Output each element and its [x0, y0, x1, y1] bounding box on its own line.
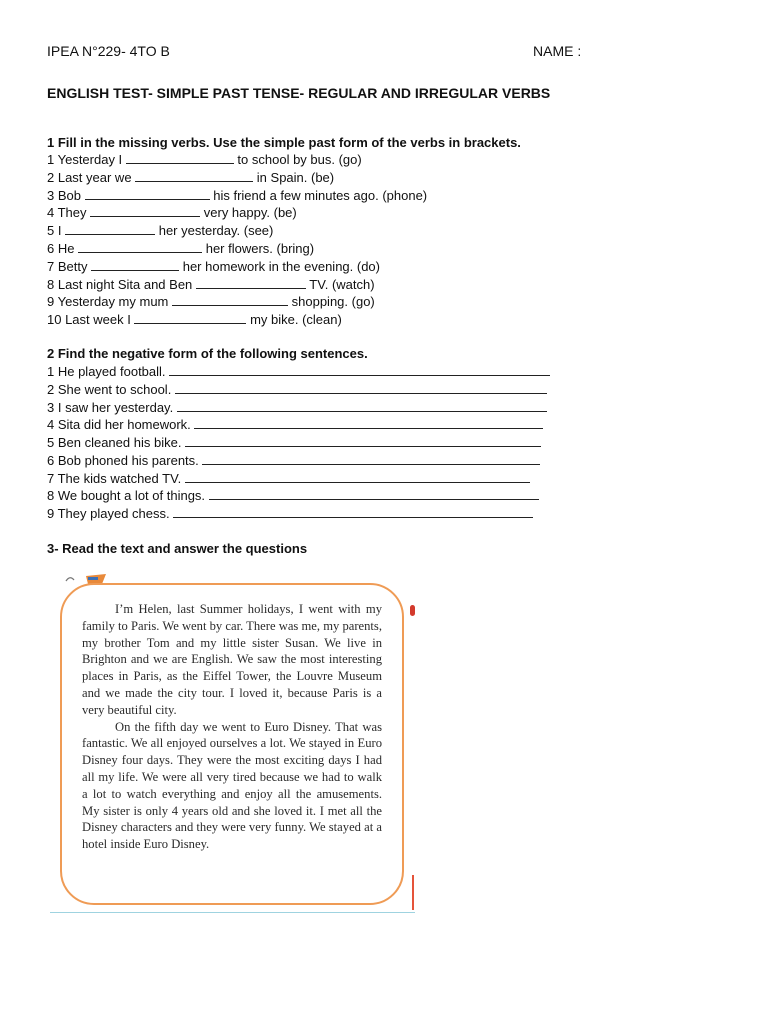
page-title: ENGLISH TEST- SIMPLE PAST TENSE- REGULAR AND IRREGULAR VERBS — [47, 85, 551, 101]
section2-list — [47, 363, 550, 523]
fill-item — [47, 169, 427, 187]
fill-item-text: 5 I — [47, 223, 62, 239]
reading-paragraph: On the fifth day we went to Euro Disney. That was fantastic. We all enjoyed ourselves a lot. We stayed in Euro Disney four days. They were the most exciting days I had all my life. We were all very tired because we had to walk a lot to watch everything and enjoy all the amusements. My sister is only 4 years old and she loved it. I met all the Disney characters and they were very funny. We stayed at a hotel inside Euro Disney. — [82, 719, 382, 852]
fill-item — [47, 240, 427, 258]
answer-blank[interactable] — [135, 170, 253, 182]
answer-blank[interactable] — [172, 294, 288, 306]
negative-item — [47, 434, 550, 452]
fill-item-hint: very happy. (be) — [203, 205, 297, 221]
fill-item — [47, 151, 427, 169]
fill-item — [47, 204, 427, 222]
decoration-edge — [412, 875, 414, 910]
answer-line[interactable] — [209, 488, 539, 500]
reading-paragraph: I’m Helen, last Summer holidays, I went with my family to Paris. We went by car. There was me, my parents, my brother Tom and my little sister Susan. We live in Brighton and we are English. We saw the most interesting places in Paris, as the Eiffel Tower, the Louvre Museum and we made the city tour. I loved it, because Paris is a very beautiful city. — [82, 602, 382, 717]
answer-blank[interactable] — [90, 205, 200, 217]
negative-item — [47, 452, 550, 470]
fill-item-hint: her homework in the evening. (do) — [182, 258, 380, 274]
reading-figure — [50, 570, 415, 915]
answer-blank[interactable] — [65, 223, 155, 235]
fill-item-hint: TV. (watch) — [309, 276, 375, 292]
negative-item-text: 2 She went to school. — [47, 381, 172, 397]
negative-item — [47, 381, 550, 399]
fill-item-hint: his friend a few minutes ago. (phone) — [213, 187, 428, 203]
negative-item — [47, 416, 550, 434]
fill-item-hint: in Spain. (be) — [256, 169, 335, 185]
name-label: NAME : — [533, 43, 582, 59]
fill-item-text: 10 Last week I — [47, 312, 131, 328]
negative-item-text: 1 He played football. — [47, 364, 166, 379]
fill-item — [47, 293, 427, 311]
answer-line[interactable] — [185, 471, 530, 483]
negative-item — [47, 505, 550, 523]
negative-item-text: 5 Ben cleaned his bike. — [47, 435, 182, 450]
fill-item — [47, 258, 427, 276]
negative-item — [47, 487, 550, 505]
fill-item-text: 7 Betty — [47, 258, 88, 274]
reading-text-box — [60, 583, 404, 905]
negative-item-text: 3 I saw her yesterday. — [47, 399, 174, 415]
fill-item-hint: shopping. (go) — [291, 294, 375, 310]
fill-item — [47, 276, 427, 294]
fill-item — [47, 311, 427, 329]
negative-item — [47, 363, 550, 381]
fill-item-text: 3 Bob — [47, 187, 81, 203]
decoration-dot — [410, 605, 415, 616]
negative-item — [47, 399, 550, 417]
answer-line[interactable] — [173, 506, 533, 518]
negative-item-text: 8 We bought a lot of things. — [47, 488, 206, 504]
fill-item-text: 4 They — [47, 205, 87, 221]
fill-item-text: 2 Last year we — [47, 169, 132, 185]
fill-item — [47, 222, 427, 240]
fill-item-text: 9 Yesterday my mum — [47, 294, 169, 310]
fill-item-text: 8 Last night Sita and Ben — [47, 276, 193, 292]
fill-item-hint: her flowers. (bring) — [205, 240, 315, 256]
negative-item-text: 7 The kids watched TV. — [47, 470, 182, 486]
answer-line[interactable] — [185, 435, 541, 447]
negative-item — [47, 470, 550, 488]
answer-blank[interactable] — [91, 259, 179, 271]
negative-item-text: 4 Sita did her homework. — [47, 417, 191, 433]
section2-heading: 2 Find the negative form of the following sentences. — [47, 346, 368, 361]
section1-list — [47, 151, 427, 329]
answer-line[interactable] — [169, 364, 550, 376]
answer-blank[interactable] — [78, 241, 202, 253]
answer-blank[interactable] — [126, 152, 234, 164]
answer-blank[interactable] — [85, 188, 210, 200]
negative-item-text: 9 They played chess. — [47, 506, 170, 521]
figure-bottom-rule — [50, 912, 415, 913]
negative-item-text: 6 Bob phoned his parents. — [47, 452, 199, 468]
answer-line[interactable] — [194, 417, 543, 429]
fill-item-hint: her yesterday. (see) — [158, 223, 274, 239]
school-header: IPEA N°229- 4TO B — [47, 43, 170, 59]
fill-item-text: 6 He — [47, 240, 75, 256]
answer-blank[interactable] — [196, 277, 306, 289]
section3-heading: 3- Read the text and answer the questions — [47, 541, 308, 556]
answer-line[interactable] — [175, 382, 547, 394]
fill-item-hint: my bike. (clean) — [250, 312, 342, 328]
answer-blank[interactable] — [134, 312, 246, 324]
answer-line[interactable] — [177, 400, 547, 412]
answer-line[interactable] — [202, 453, 540, 465]
fill-item — [47, 187, 427, 205]
fill-item-text: 1 Yesterday I — [47, 152, 123, 167]
fill-item-hint: to school by bus. (go) — [237, 152, 362, 167]
section1-heading: 1 Fill in the missing verbs. Use the simple past form of the verbs in brackets. — [47, 135, 521, 150]
